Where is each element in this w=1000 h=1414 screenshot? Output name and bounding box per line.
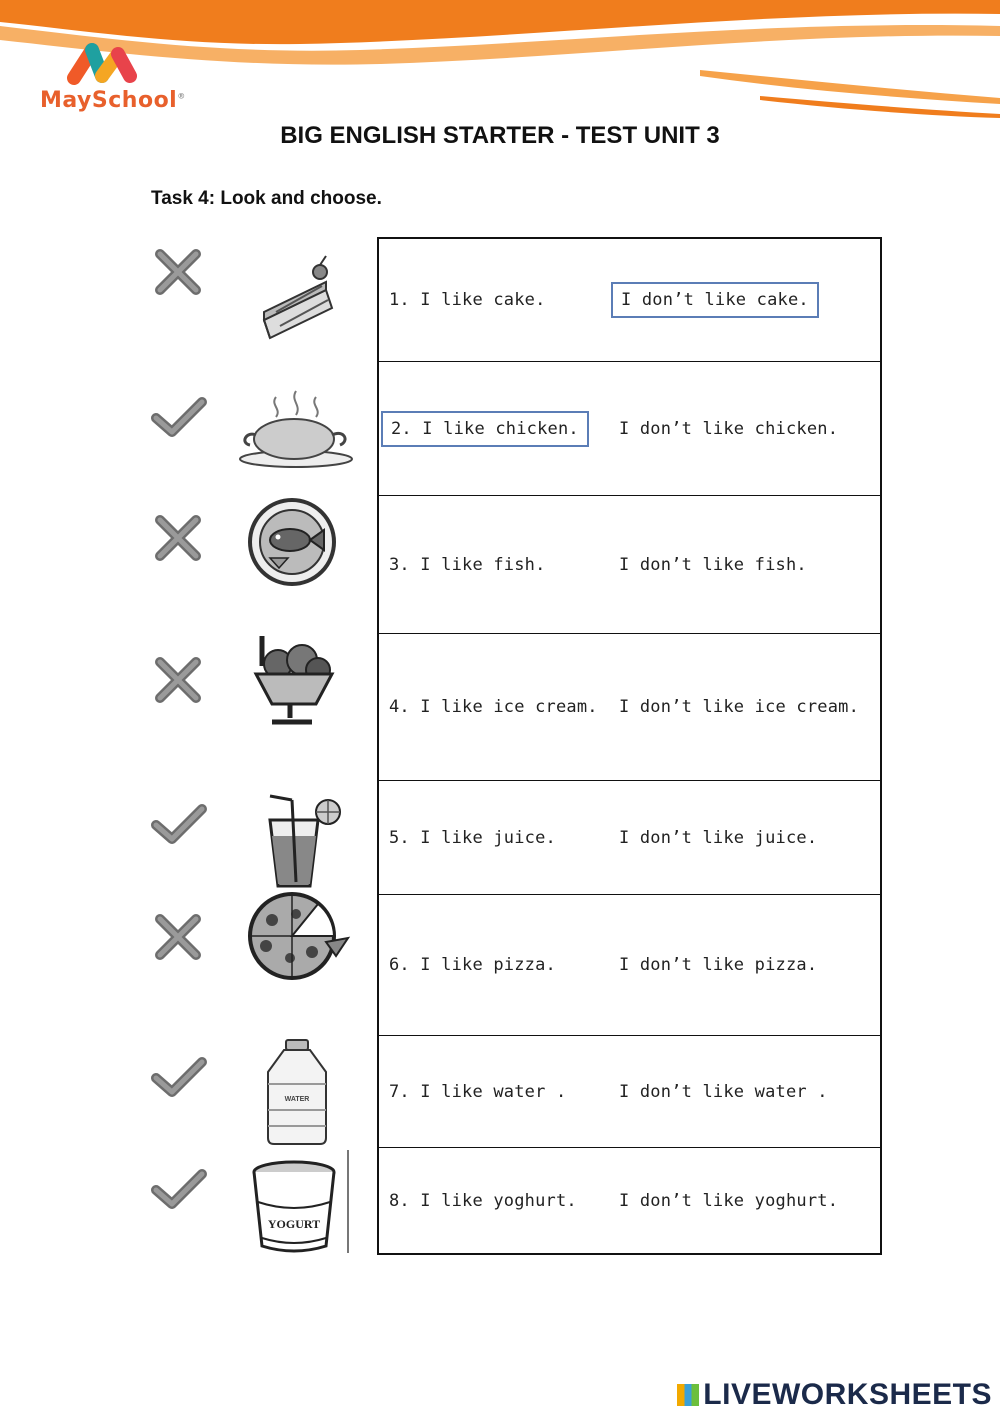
dislike-option[interactable]: I don’t like juice.	[619, 827, 818, 848]
answer-row	[379, 496, 880, 634]
juice-icon	[236, 790, 356, 890]
dislike-option[interactable]: I don’t like chicken.	[619, 418, 839, 439]
yogurt-label: YOGURT	[267, 1217, 321, 1231]
mayschool-logo	[36, 40, 186, 130]
cross-icon	[148, 242, 208, 302]
liveworksheets-logo-icon	[677, 1384, 699, 1406]
dislike-option[interactable]: I don’t like yoghurt.	[619, 1190, 839, 1211]
answer-row	[379, 1148, 880, 1253]
cake-icon	[236, 250, 356, 350]
like-option[interactable]: 4. I like ice cream.	[389, 697, 598, 717]
water-label: WATER	[284, 1096, 310, 1103]
like-option[interactable]: 8. I like yoghurt.	[389, 1190, 577, 1211]
yoghurt-icon	[236, 1158, 356, 1258]
like-option[interactable]: 6. I like pizza.	[389, 955, 556, 975]
water-bottle-icon	[236, 1038, 356, 1138]
answer-row	[379, 362, 880, 496]
page-title: BIG ENGLISH STARTER - TEST UNIT 3	[280, 122, 720, 149]
dislike-option[interactable]: I don’t like fish.	[619, 554, 807, 575]
answer-row	[379, 239, 880, 362]
like-option[interactable]: 3. I like fish.	[389, 554, 546, 575]
liveworksheets-brand: LIVEWORKSHEETS	[677, 1378, 992, 1412]
like-option[interactable]: 1. I like cake.	[389, 290, 546, 310]
like-option[interactable]: 7. I like water .	[389, 1081, 567, 1102]
like-option[interactable]: 2. I like chicken.	[381, 411, 589, 447]
answer-grid	[377, 237, 882, 1255]
check-icon	[148, 388, 208, 448]
check-icon	[148, 795, 208, 855]
like-option[interactable]: 5. I like juice.	[389, 827, 556, 848]
task-instruction: Task 4: Look and choose.	[151, 188, 382, 209]
divider-line	[347, 1150, 349, 1253]
cross-icon	[148, 907, 208, 967]
check-icon	[148, 1160, 208, 1220]
ice-cream-icon	[236, 630, 356, 730]
check-icon	[148, 1048, 208, 1108]
answer-row	[379, 781, 880, 895]
dislike-option[interactable]: I don’t like pizza.	[619, 955, 818, 975]
cross-icon	[148, 508, 208, 568]
cross-icon	[148, 650, 208, 710]
pizza-icon	[236, 890, 356, 990]
fish-plate-icon	[236, 492, 356, 592]
logo-text: MaySchool®	[40, 88, 186, 113]
answer-row	[379, 1036, 880, 1148]
dislike-option[interactable]: I don’t like water .	[619, 1081, 828, 1102]
roast-chicken-icon	[236, 383, 356, 483]
dislike-option[interactable]: I don’t like ice cream.	[619, 697, 860, 717]
answer-row	[379, 895, 880, 1036]
answer-row	[379, 634, 880, 781]
dislike-option[interactable]: I don’t like cake.	[611, 282, 819, 318]
